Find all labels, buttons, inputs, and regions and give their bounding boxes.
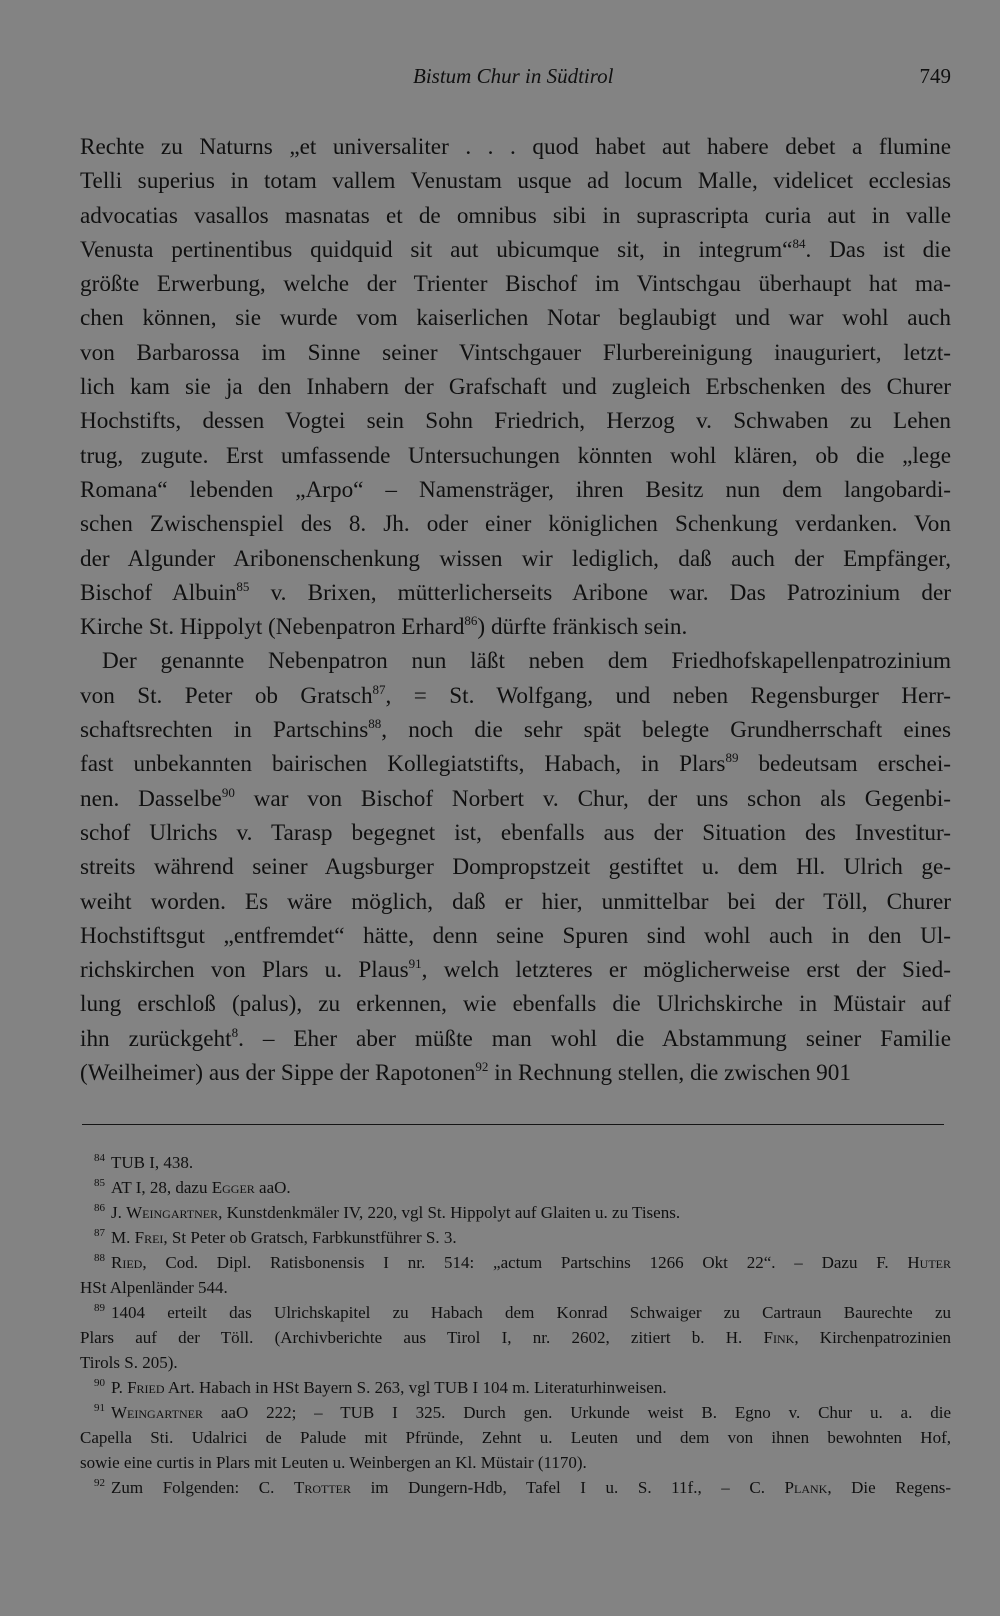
text-line bbox=[80, 576, 951, 610]
text-line bbox=[80, 850, 951, 884]
author-name: Fried bbox=[127, 1378, 165, 1397]
author-name: Ried bbox=[111, 1253, 143, 1272]
line-text: , = St. Wolfgang, und neben Regensburger Herr- bbox=[385, 682, 951, 709]
line-text: lich kam sie ja den Inhabern der Grafschaft und zugleich Erbschenken des Churer bbox=[80, 374, 951, 401]
line-text: Der genannte Nebenpatron nun läßt neben dem Friedhofskapellenpatrozinium bbox=[102, 648, 951, 675]
text-line bbox=[80, 542, 951, 576]
footnote-reference: 90 bbox=[221, 784, 235, 800]
text-line bbox=[80, 816, 951, 850]
footnote-text: P. bbox=[111, 1378, 128, 1397]
footnote-reference: 85 bbox=[94, 1177, 105, 1189]
running-header bbox=[80, 64, 951, 94]
footnote-text: J. bbox=[111, 1203, 127, 1222]
line-text: Hochstiftsgut „entfremdet“ hätte, denn seine Spuren sind wohl auch in den Ul- bbox=[80, 922, 951, 949]
footnote-reference: 89 bbox=[94, 1302, 105, 1314]
text-line bbox=[80, 1022, 951, 1056]
line-text: nen. Dasselbe bbox=[80, 785, 222, 812]
line-text: . – Eher aber müßte man wohl die Abstammung seiner Familie bbox=[238, 1025, 951, 1052]
footnote-text: Tirols S. 205). bbox=[80, 1353, 178, 1372]
footnote-text: , Die Regens- bbox=[827, 1478, 951, 1497]
text-line bbox=[80, 644, 951, 678]
text-line bbox=[80, 439, 951, 473]
footnote-line bbox=[80, 1450, 951, 1475]
footnote-line bbox=[80, 1350, 951, 1375]
footnote-line bbox=[80, 1400, 951, 1425]
text-line bbox=[80, 919, 951, 953]
text-line bbox=[80, 610, 951, 644]
text-line bbox=[80, 233, 951, 267]
line-text: Romana“ lebenden „Arpo“ – Namensträger, ihren Besitz nun dem langobardi- bbox=[80, 476, 951, 503]
line-text: bedeutsam erschei- bbox=[738, 751, 951, 778]
line-text: , noch die sehr spät belegte Grundherrschaft eines bbox=[381, 717, 951, 744]
text-line bbox=[80, 336, 951, 370]
footnote-text: HSt Alpenländer 544. bbox=[80, 1278, 228, 1297]
text-line bbox=[80, 987, 951, 1021]
text-line bbox=[80, 301, 951, 335]
line-text: schaftsrechten in Partschins bbox=[80, 717, 369, 744]
footnote-reference: 92 bbox=[475, 1059, 489, 1075]
line-text: v. Brixen, mütterlicherseits Aribone war. Das Patrozinium der bbox=[249, 579, 951, 606]
line-text: der Algunder Aribonenschenkung wissen wir lediglich, daß auch der Empfänger, bbox=[80, 545, 951, 572]
footnote-reference: 86 bbox=[464, 613, 478, 629]
text-line bbox=[80, 747, 951, 781]
line-text: schen Zwischenspiel des 8. Jh. oder einer königlichen Schenkung verdanken. Von bbox=[80, 511, 951, 538]
footnote-text: Plars auf der Töll. (Archivberichte aus Tirol I, nr. 2602, zitiert b. H. bbox=[80, 1328, 764, 1347]
footnote-text: , Cod. Dipl. Ratisbonensis I nr. 514: „actum Partschins 1266 Okt 22“. – Dazu F. bbox=[142, 1253, 908, 1272]
author-name: Plank bbox=[784, 1478, 828, 1497]
footnote-text: , St Peter ob Gratsch, Farbkunstführer S. 3. bbox=[163, 1228, 457, 1247]
line-text: war von Bischof Norbert v. Chur, der uns schon als Gegenbi- bbox=[234, 785, 951, 812]
line-text: chen können, sie wurde vom kaiserlichen Notar beglaubigt und war wohl auch bbox=[80, 305, 951, 332]
author-name: Huter bbox=[907, 1253, 951, 1272]
footnote-text: aaO. bbox=[254, 1178, 291, 1197]
footnote-reference: 88 bbox=[94, 1252, 105, 1264]
line-text: Telli superius in totam vallem Venustam usque ad locum Malle, videlicet ecclesias bbox=[80, 168, 951, 195]
line-text: von Barbarossa im Sinne seiner Vintschgauer Flurbereinigung inauguriert, letzt- bbox=[80, 339, 951, 366]
line-text: ihn zurückgeht bbox=[80, 1025, 232, 1052]
running-title: Bistum Chur in Südtirol bbox=[413, 64, 614, 88]
line-text: richskirchen von Plars u. Plaus bbox=[80, 957, 409, 984]
text-line bbox=[80, 885, 951, 919]
author-name: Trotter bbox=[293, 1478, 351, 1497]
footnote-reference: 87 bbox=[94, 1227, 105, 1239]
footnotes bbox=[80, 1150, 951, 1500]
footnote-text: 1404 erteilt das Ulrichskapitel zu Habach dem Konrad Schwaiger zu Cartraun Baurechte zu bbox=[111, 1303, 951, 1322]
text-line bbox=[80, 199, 951, 233]
footnote-text: Art. Habach in HSt Bayern S. 263, vgl TUB I 104 m. Literaturhinweisen. bbox=[164, 1378, 667, 1397]
author-name: Weingartner bbox=[111, 1403, 203, 1422]
footnote-text: im Dungern-Hdb, Tafel I u. S. 11f., – C. bbox=[351, 1478, 785, 1497]
page-number: 749 bbox=[919, 64, 951, 88]
line-text: schof Ulrichs v. Tarasp begegnet ist, ebenfalls aus der Situation des Investitur- bbox=[80, 819, 951, 846]
footnote-text: Capella Sti. Udalrici de Palude mit Pfründe, Zehnt u. Leuten und dem von ihnen bewohnten Hof, bbox=[80, 1428, 951, 1447]
footnote-reference: 8 bbox=[231, 1024, 239, 1040]
footnote-line bbox=[80, 1250, 951, 1275]
line-text: Kirche St. Hippolyt (Nebenpatron Erhard bbox=[80, 614, 465, 641]
text-line bbox=[80, 130, 951, 164]
footnote-text: TUB I, 438. bbox=[111, 1153, 194, 1172]
footnote-reference: 87 bbox=[372, 681, 386, 697]
footnote-line bbox=[80, 1300, 951, 1325]
text-line bbox=[80, 370, 951, 404]
line-text: (Weilheimer) aus der Sippe der Rapotonen bbox=[80, 1060, 476, 1087]
text-line bbox=[80, 507, 951, 541]
text-line bbox=[80, 1056, 951, 1090]
footnote-reference: 84 bbox=[94, 1152, 105, 1164]
line-text: in Rechnung stellen, die zwischen 901 bbox=[488, 1060, 851, 1087]
line-text: . Das ist die bbox=[805, 236, 951, 263]
footnote-text: , Kirchenpatrozinien bbox=[794, 1328, 952, 1347]
footnote-reference: 88 bbox=[368, 716, 382, 732]
footnote-text: aaO 222; – TUB I 325. Durch gen. Urkunde weist B. Egno v. Chur u. a. die bbox=[202, 1403, 951, 1422]
footnote-reference: 86 bbox=[94, 1202, 105, 1214]
author-name: Egger bbox=[211, 1178, 255, 1197]
line-text: advocatias vasallos masnatas et de omnibus sibi in suprascripta curia aut in valle bbox=[80, 202, 951, 229]
footnote-reference: 89 bbox=[725, 750, 739, 766]
author-name: Frei bbox=[134, 1228, 164, 1247]
footnote-reference: 85 bbox=[236, 578, 250, 594]
text-line bbox=[80, 404, 951, 438]
footnote-line bbox=[80, 1475, 951, 1500]
text-line bbox=[80, 782, 951, 816]
line-text: , welch letzteres er möglicherweise erst der Sied- bbox=[421, 957, 951, 984]
footnote-line bbox=[80, 1225, 951, 1250]
line-text: streits während seiner Augsburger Dompropstzeit gestiftet u. dem Hl. Ulrich ge- bbox=[80, 854, 951, 881]
footnote-line bbox=[80, 1375, 951, 1400]
line-text: von St. Peter ob Gratsch bbox=[80, 682, 373, 709]
text-line bbox=[80, 713, 951, 747]
footnote-text: Zum Folgenden: C. bbox=[111, 1478, 294, 1497]
footnote-line bbox=[80, 1150, 951, 1175]
footnote-reference: 90 bbox=[94, 1377, 105, 1389]
text-line bbox=[80, 679, 951, 713]
text-line bbox=[80, 953, 951, 987]
line-text: Rechte zu Naturns „et universaliter . . . quod habet aut habere debet a flumine bbox=[80, 134, 951, 160]
text-line bbox=[80, 473, 951, 507]
author-name: Weingartner bbox=[126, 1203, 219, 1222]
footnote-line bbox=[80, 1325, 951, 1350]
footnote-line bbox=[80, 1200, 951, 1225]
footnote-reference: 91 bbox=[94, 1402, 105, 1414]
footnote-line bbox=[80, 1425, 951, 1450]
footnote-reference: 91 bbox=[408, 956, 422, 972]
main-text bbox=[80, 130, 951, 1090]
footnote-line bbox=[80, 1175, 951, 1200]
footnote-line bbox=[80, 1275, 951, 1300]
footnote-text: sowie eine curtis in Plars mit Leuten u. Weinbergen an Kl. Müstair (1170). bbox=[80, 1453, 587, 1472]
line-text: fast unbekannten bairischen Kollegiatstifts, Habach, in Plars bbox=[80, 751, 726, 778]
line-text: Bischof Albuin bbox=[80, 579, 237, 606]
text-line bbox=[80, 267, 951, 301]
footnote-text: M. bbox=[111, 1228, 135, 1247]
footnote-reference: 84 bbox=[792, 235, 806, 251]
line-text: weiht worden. Es wäre möglich, daß er hier, unmittelbar bei der Töll, Churer bbox=[80, 888, 951, 915]
footnote-text: , Kunstdenkmäler IV, 220, vgl St. Hippolyt auf Glaiten u. zu Tisens. bbox=[218, 1203, 681, 1222]
footnote-separator bbox=[82, 1124, 944, 1125]
text-line bbox=[80, 164, 951, 198]
line-text: größte Erwerbung, welche der Trienter Bischof im Vintschgau überhaupt hat ma- bbox=[80, 271, 951, 298]
line-text: Venusta pertinentibus quidquid sit aut ubicumque sit, in integrum“ bbox=[80, 236, 793, 263]
footnote-text: AT I, 28, dazu bbox=[111, 1178, 212, 1197]
line-text: trug, zugute. Erst umfassende Untersuchungen könnten wohl klären, ob die „lege bbox=[80, 442, 951, 469]
footnote-reference: 92 bbox=[94, 1477, 105, 1489]
author-name: Fink bbox=[763, 1328, 795, 1347]
line-text: ) dürfte fränkisch sein. bbox=[477, 614, 688, 641]
line-text: lung erschloß (palus), zu erkennen, wie ebenfalls die Ulrichskirche in Müstair auf bbox=[80, 991, 951, 1018]
line-text: Hochstifts, dessen Vogtei sein Sohn Friedrich, Herzog v. Schwaben zu Lehen bbox=[80, 408, 951, 435]
